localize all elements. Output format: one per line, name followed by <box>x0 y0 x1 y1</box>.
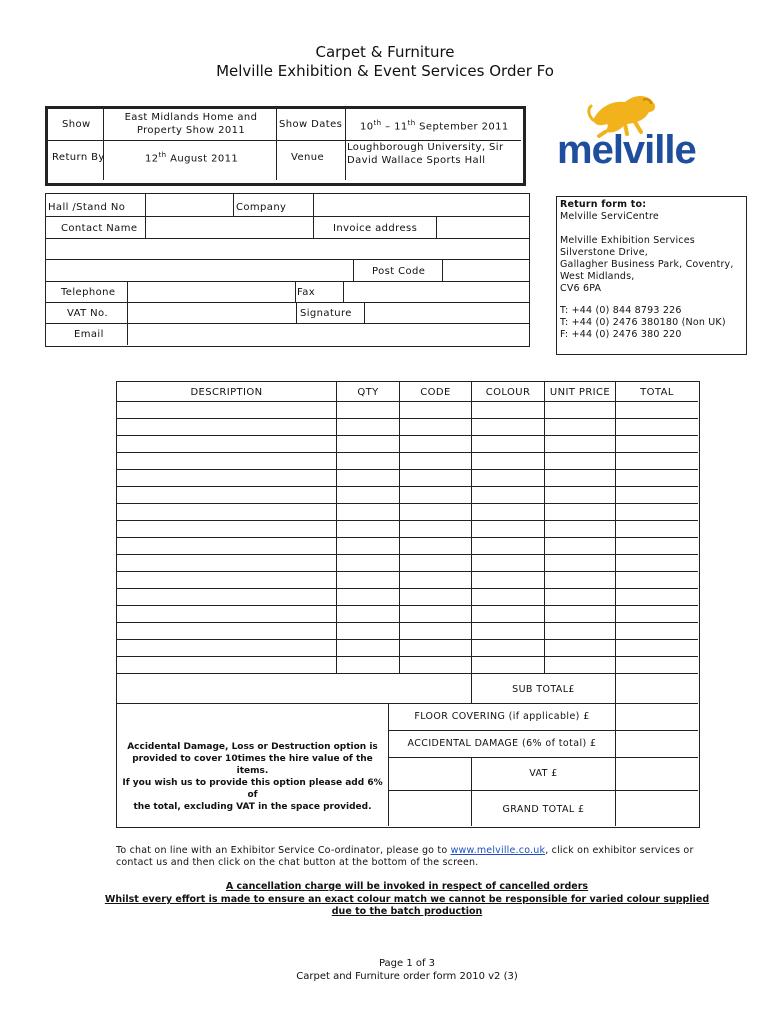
table-cell[interactable] <box>545 623 614 638</box>
table-cell[interactable] <box>117 657 335 672</box>
table-cell[interactable] <box>117 521 335 536</box>
table-cell[interactable] <box>400 555 470 570</box>
table-cell[interactable] <box>472 436 543 451</box>
table-cell[interactable] <box>472 521 543 536</box>
melville-logo: melville <box>557 128 696 172</box>
table-cell[interactable] <box>337 555 398 570</box>
table-cell[interactable] <box>117 402 335 417</box>
table-cell[interactable] <box>117 640 335 655</box>
return-address: Return form to: Melville ServiCentre Melville Exhibition Services Silverstone Drive, Gallagher Business Park, Coventry, West Midlands, CV6 6PA T: +44 (0) 844 8793 226 T: +44 (0) 2476 380180 (Non UK) F: +44 (0) 2476 380 220 <box>560 199 734 340</box>
colour-match-notice: Whilst every effort is made to ensure an exact colour match we cannot be responsible for varied colour supplied <box>104 894 710 905</box>
table-cell[interactable] <box>616 453 697 468</box>
vat-field[interactable] <box>617 758 697 789</box>
table-cell[interactable] <box>616 521 697 536</box>
table-cell[interactable] <box>337 606 398 621</box>
table-cell[interactable] <box>545 606 614 621</box>
table-cell[interactable] <box>616 640 697 655</box>
telephone-field[interactable] <box>128 282 294 301</box>
table-cell[interactable] <box>117 453 335 468</box>
show-dates-value: 10th – 11th September 2011 <box>360 119 509 133</box>
vat-no-field[interactable] <box>128 303 295 322</box>
email-label: Email <box>74 329 104 340</box>
table-cell[interactable] <box>400 538 470 553</box>
table-cell[interactable] <box>545 436 614 451</box>
table-cell[interactable] <box>472 606 543 621</box>
return-by-label: Return By <box>52 152 105 163</box>
table-cell[interactable] <box>117 487 335 502</box>
vat-no-label: VAT No. <box>67 308 108 319</box>
table-cell[interactable] <box>472 538 543 553</box>
table-cell[interactable] <box>400 402 470 417</box>
table-cell[interactable] <box>117 470 335 485</box>
table-cell[interactable] <box>400 657 470 672</box>
table-cell[interactable] <box>117 555 335 570</box>
table-cell[interactable] <box>472 555 543 570</box>
fax-label: Fax <box>297 287 316 298</box>
contact-name-label: Contact Name <box>61 223 138 234</box>
post-code-field[interactable] <box>443 260 528 280</box>
table-cell[interactable] <box>545 555 614 570</box>
table-cell[interactable] <box>616 606 697 621</box>
table-cell[interactable] <box>337 538 398 553</box>
table-cell[interactable] <box>472 470 543 485</box>
batch-production-notice: due to the batch production <box>331 906 483 917</box>
table-cell[interactable] <box>117 419 335 434</box>
table-cell[interactable] <box>117 623 335 638</box>
vat-label: VAT £ <box>529 768 558 779</box>
table-cell[interactable] <box>400 623 470 638</box>
show-value: East Midlands Home and Property Show 2011 <box>124 112 258 136</box>
table-cell[interactable] <box>616 504 697 519</box>
table-cell[interactable] <box>400 572 470 587</box>
table-cell[interactable] <box>400 504 470 519</box>
subtotal-label: SUB TOTAL£ <box>512 684 575 695</box>
table-cell[interactable] <box>337 470 398 485</box>
table-cell[interactable] <box>337 436 398 451</box>
table-cell[interactable] <box>545 419 614 434</box>
table-cell[interactable] <box>616 589 697 604</box>
table-cell[interactable] <box>472 572 543 587</box>
table-cell[interactable] <box>400 640 470 655</box>
table-cell[interactable] <box>400 606 470 621</box>
company-field[interactable] <box>314 195 527 215</box>
hall-stand-field[interactable] <box>146 195 232 215</box>
table-cell[interactable] <box>337 572 398 587</box>
table-cell[interactable] <box>545 538 614 553</box>
table-cell[interactable] <box>337 657 398 672</box>
table-cell[interactable] <box>545 487 614 502</box>
grand-total-field[interactable] <box>617 791 697 825</box>
table-cell[interactable] <box>616 538 697 553</box>
document-name: Carpet and Furniture order form 2010 v2 (3) <box>296 971 518 982</box>
table-cell[interactable] <box>545 470 614 485</box>
table-cell[interactable] <box>117 606 335 621</box>
cancellation-notice: A cancellation charge will be invoked in respect of cancelled orders <box>225 881 589 892</box>
table-cell[interactable] <box>400 419 470 434</box>
venue-value: Loughborough University, Sir David Wallace Sports Hall <box>347 142 504 166</box>
page-subtitle: Melville Exhibition & Event Services Order Fo <box>216 62 554 80</box>
page-number: Page 1 of 3 <box>378 958 436 969</box>
post-code-label: Post Code <box>372 266 426 277</box>
table-cell[interactable] <box>545 657 614 672</box>
column-header-unit-price: UNIT PRICE <box>549 387 611 398</box>
table-cell[interactable] <box>337 640 398 655</box>
table-cell[interactable] <box>337 419 398 434</box>
table-cell[interactable] <box>616 487 697 502</box>
column-header-description: DESCRIPTION <box>190 387 263 398</box>
invoice-address-field[interactable] <box>47 239 528 259</box>
accidental-damage-note: Accidental Damage, Loss or Destruction option is provided to cover 10times the hire value of the items. If you wish us to provide this option please add 6% of the total, excluding VAT in the space provided. <box>122 742 383 812</box>
table-cell[interactable] <box>472 623 543 638</box>
table-cell[interactable] <box>117 504 335 519</box>
table-cell[interactable] <box>400 487 470 502</box>
table-cell[interactable] <box>616 657 697 672</box>
melville-website-link[interactable]: www.melville.co.uk <box>450 845 546 856</box>
table-cell[interactable] <box>117 436 335 451</box>
table-cell[interactable] <box>472 487 543 502</box>
table-cell[interactable] <box>337 453 398 468</box>
table-cell[interactable] <box>472 402 543 417</box>
invoice-address-label: Invoice address <box>333 223 418 234</box>
company-label: Company <box>236 202 287 213</box>
table-cell[interactable] <box>400 521 470 536</box>
table-cell[interactable] <box>616 419 697 434</box>
table-cell[interactable] <box>337 487 398 502</box>
table-cell[interactable] <box>117 589 335 604</box>
signature-label: Signature <box>300 308 352 319</box>
table-cell[interactable] <box>545 453 614 468</box>
table-cell[interactable] <box>337 504 398 519</box>
table-cell[interactable] <box>472 640 543 655</box>
grand-total-label: GRAND TOTAL £ <box>502 804 585 815</box>
table-cell[interactable] <box>472 657 543 672</box>
column-header-code: CODE <box>420 387 451 398</box>
table-cell[interactable] <box>616 402 697 417</box>
page-title: Carpet & Furniture <box>315 43 455 61</box>
table-cell[interactable] <box>616 623 697 638</box>
table-cell[interactable] <box>616 470 697 485</box>
telephone-label: Telephone <box>61 287 116 298</box>
table-cell[interactable] <box>337 589 398 604</box>
table-cell[interactable] <box>117 572 335 587</box>
table-cell[interactable] <box>545 640 614 655</box>
table-cell[interactable] <box>400 589 470 604</box>
table-cell[interactable] <box>545 521 614 536</box>
floor-covering-field[interactable] <box>617 704 697 729</box>
table-cell[interactable] <box>472 453 543 468</box>
table-cell[interactable] <box>117 538 335 553</box>
table-cell[interactable] <box>545 402 614 417</box>
signature-field[interactable] <box>365 303 528 322</box>
table-cell[interactable] <box>400 470 470 485</box>
table-cell[interactable] <box>616 572 697 587</box>
table-cell[interactable] <box>337 402 398 417</box>
table-cell[interactable] <box>400 436 470 451</box>
accidental-damage-label: ACCIDENTAL DAMAGE (6% of total) £ <box>407 738 597 749</box>
venue-label: Venue <box>291 152 325 163</box>
table-cell[interactable] <box>545 589 614 604</box>
return-by-value: 12th August 2011 <box>145 151 239 165</box>
table-cell[interactable] <box>472 504 543 519</box>
table-cell[interactable] <box>337 623 398 638</box>
column-header-colour: COLOUR <box>485 387 531 398</box>
chat-instructions: To chat on line with an Exhibitor Service Co-ordinator, please go to www.melville.co.uk, click on exhibitor services or contact us and then click on the chat button at the bottom of the screen. <box>116 845 694 868</box>
table-cell[interactable] <box>616 555 697 570</box>
table-cell[interactable] <box>545 572 614 587</box>
subtotal-field[interactable] <box>617 674 697 702</box>
column-header-qty: QTY <box>357 387 379 398</box>
show-label: Show <box>62 119 91 130</box>
column-header-total: TOTAL <box>640 387 674 398</box>
hall-stand-label: Hall /Stand No <box>48 202 126 213</box>
email-field[interactable] <box>128 324 528 344</box>
table-cell[interactable] <box>545 504 614 519</box>
table-cell[interactable] <box>337 521 398 536</box>
show-dates-label: Show Dates <box>279 119 343 130</box>
accidental-damage-field[interactable] <box>617 731 697 756</box>
floor-covering-label: FLOOR COVERING (if applicable) £ <box>414 711 590 722</box>
table-cell[interactable] <box>472 589 543 604</box>
table-cell[interactable] <box>616 436 697 451</box>
table-cell[interactable] <box>400 453 470 468</box>
table-cell[interactable] <box>472 419 543 434</box>
fax-field[interactable] <box>344 282 528 301</box>
contact-name-field[interactable] <box>146 217 312 237</box>
